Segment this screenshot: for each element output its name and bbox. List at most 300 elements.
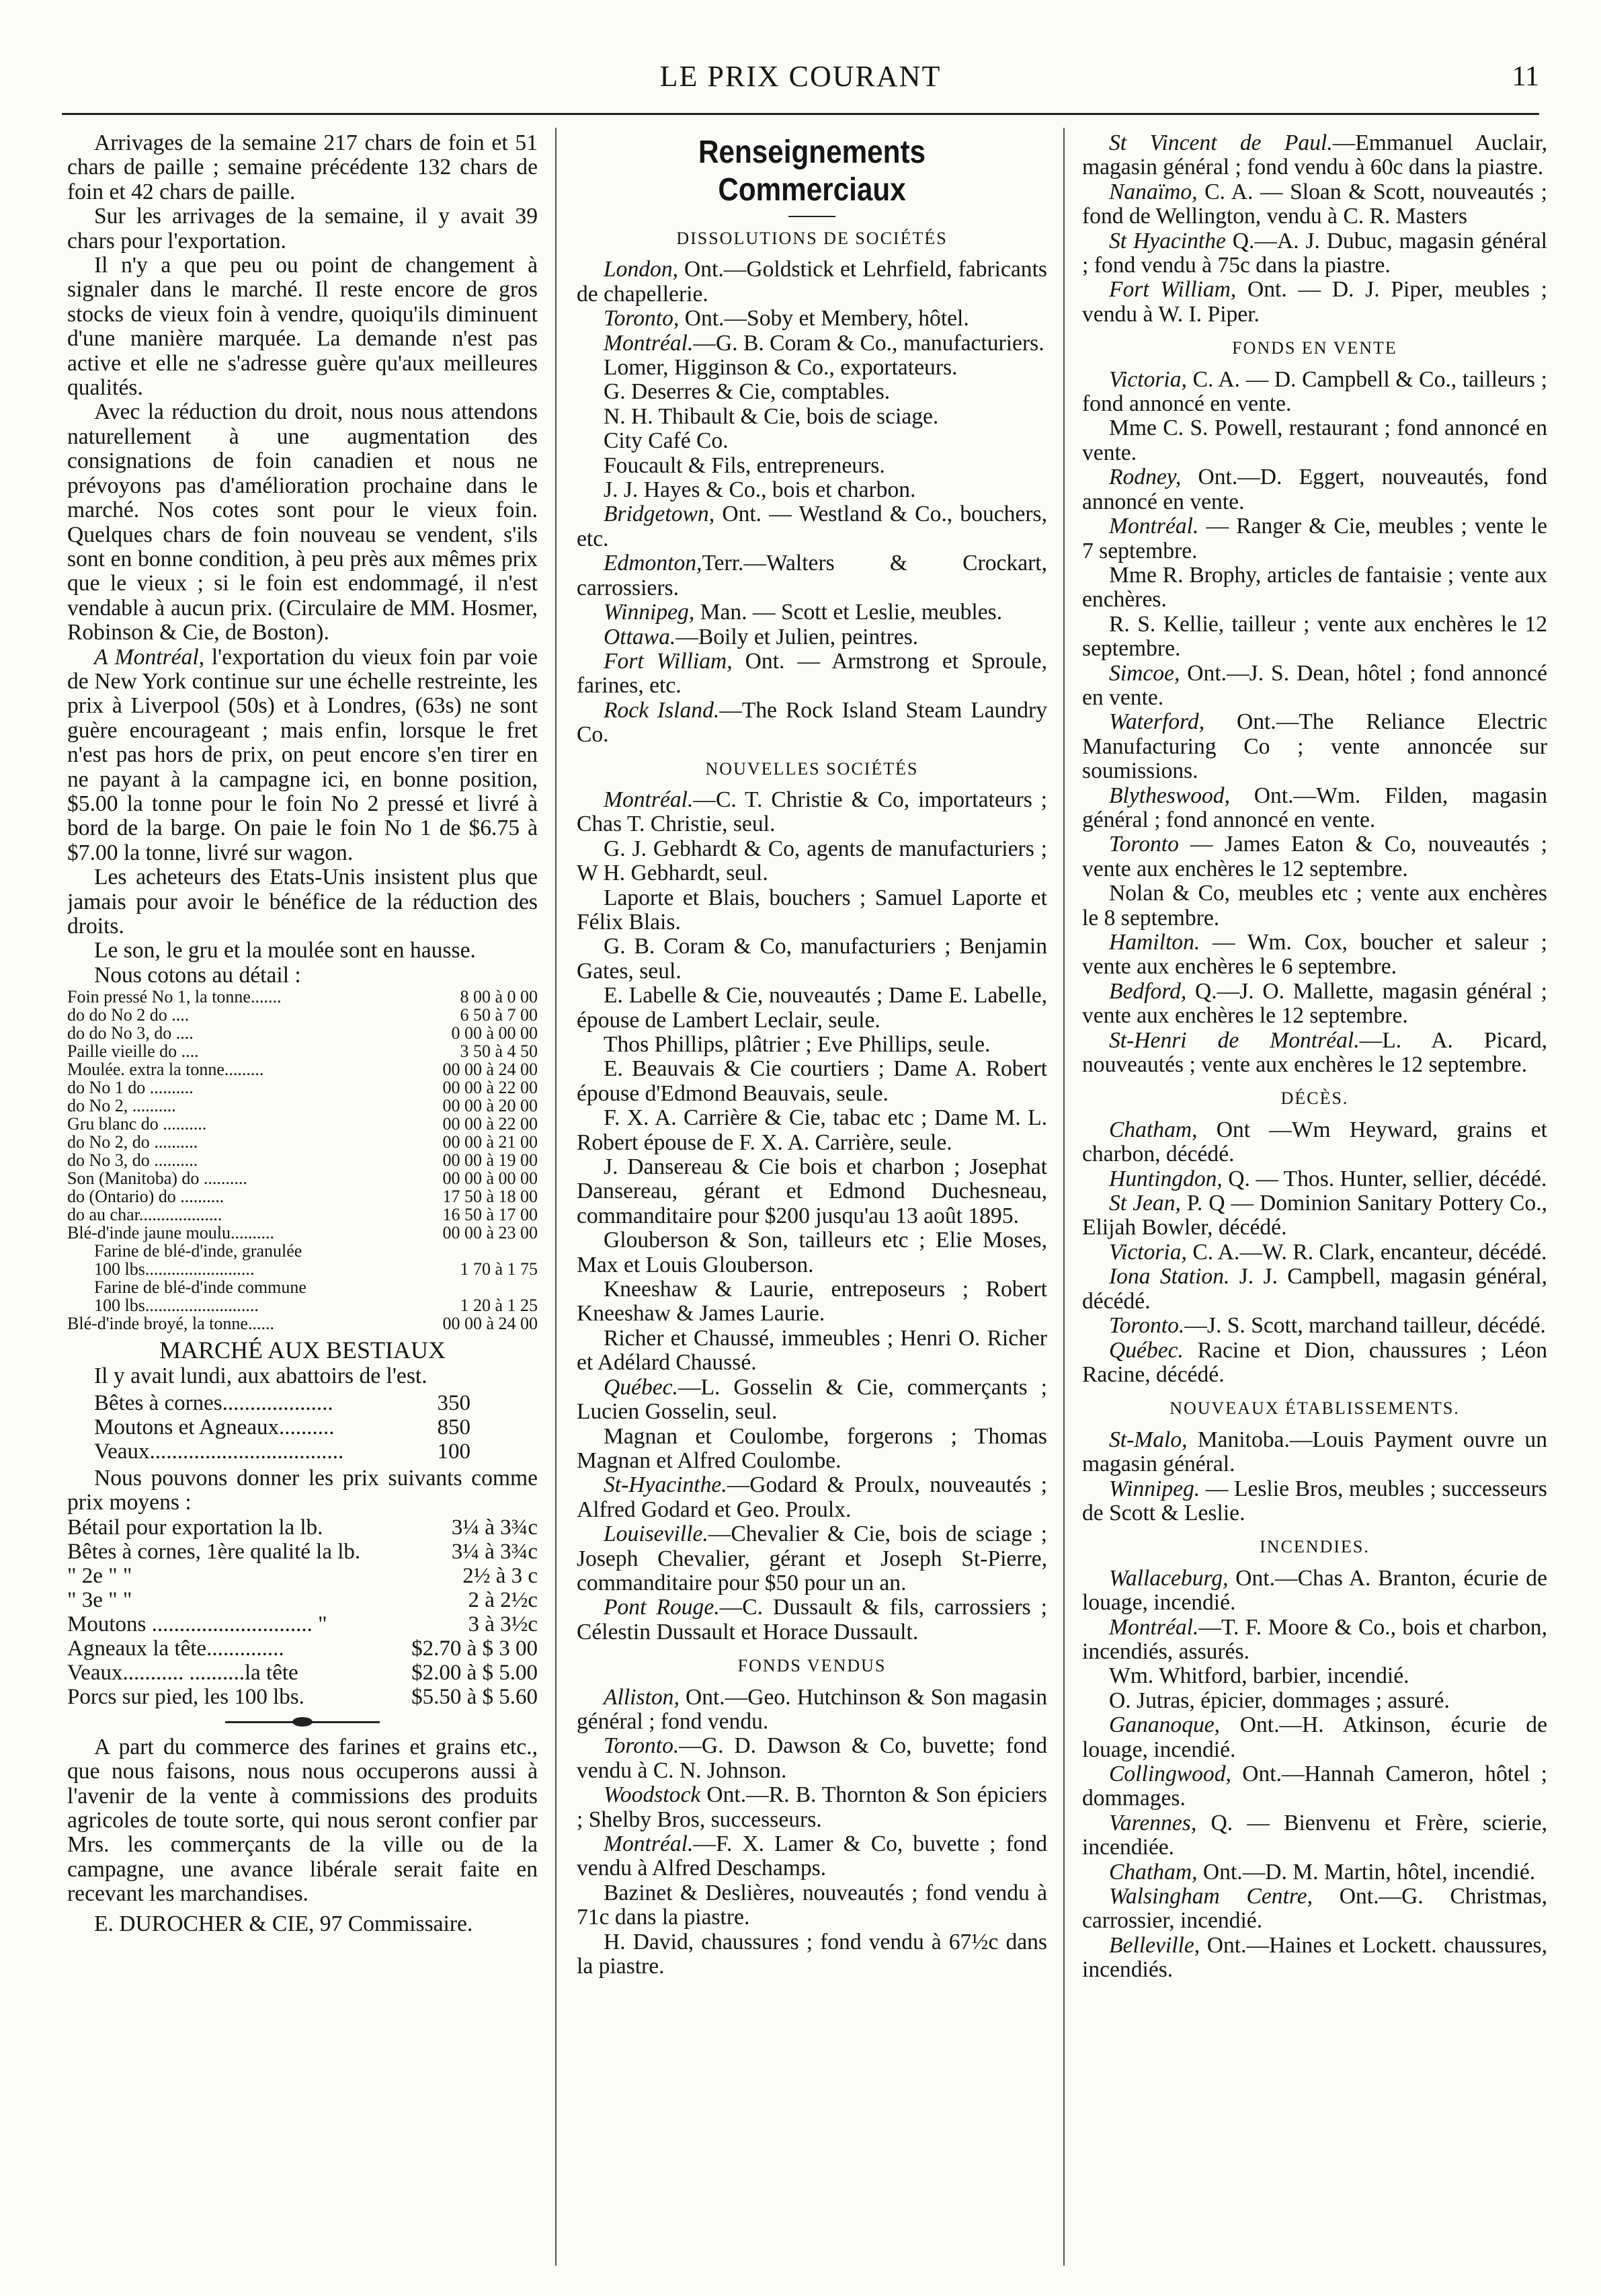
price-value: 00 00 à 24 00 [442, 1314, 538, 1334]
entry-text: Ont.—J. S. Dean, hôtel ; fond annoncé en vente. [1082, 660, 1547, 710]
price-label: 100 lbs.......................... [94, 1296, 259, 1316]
place-name: Bedford, [1109, 978, 1187, 1004]
entry-text: R. S. Kellie, tailleur ; vente aux enchères le 12 septembre. [1082, 611, 1547, 662]
notice-entry [577, 1057, 1047, 1106]
notice-entry [577, 1473, 1047, 1522]
place-name: Louiseville. [604, 1521, 708, 1547]
notice-entry [1082, 1167, 1547, 1191]
place-name: Montréal. [604, 1831, 694, 1856]
notice-entry [577, 356, 1047, 380]
entry-text: Ont. — D. J. Piper, meubles ; vendu à W. I. Piper. [1082, 277, 1547, 327]
price-row [67, 1115, 538, 1133]
row-label: Bétail pour exportation la lb. [67, 1515, 323, 1540]
place-name: St Vincent de Paul. [1109, 131, 1333, 155]
entry-text: J. J. Campbell, magasin général, décédé. [1082, 1264, 1547, 1314]
notice-entry [1082, 1860, 1547, 1885]
row-label: Foin pressé No 1, la tonne....... [67, 987, 282, 1007]
entry-text: J. J. Hayes & Co., bois et charbon. [604, 477, 916, 503]
paragraph: A part du commerce des farines et grains etc., que nous faisons, nous nous occuperons aussi à l'avenir de la vente à commissions des produits agricoles de toute sorte, qui nous seront confier par Mrs. les commerçants de la ville ou de la campagne, une avance libérale serait faite en recevant les marchandises. [67, 1734, 538, 1907]
row-value: 3 à 3½c [468, 1612, 538, 1636]
notice-entry [577, 1686, 1047, 1735]
entry-text: J. Dansereau & Cie bois et charbon ; Josephat Dansereau, gérant et Edmond Duchesneau, commanditaire pour $200 jusqu'au 13 août 1895. [577, 1154, 1047, 1228]
entry-text: Laporte et Blais, bouchers ; Samuel Laporte et Félix Blais. [577, 885, 1047, 935]
place-name: Walsingham Centre, [1109, 1884, 1313, 1909]
place-name: Montréal. [1109, 514, 1199, 539]
place-name: Gananoque, [1109, 1712, 1221, 1738]
entry-text: Q.—A. J. Dubuc, magasin général ; fond vendu à 75c dans la piastre. [1082, 228, 1547, 278]
notice-entry [577, 1106, 1047, 1155]
place-name: Fort William, [1109, 277, 1237, 303]
cattle-row [94, 1391, 470, 1415]
price-label: Farine de blé-d'inde commune [94, 1277, 306, 1298]
entry-text: G. B. Coram & Co, manufacturiers ; Benjamin Gates, seul. [577, 934, 1047, 984]
entry-text: O. Jutras, épicier, dommages ; assuré. [1109, 1688, 1450, 1713]
place-name: Montréal. [604, 787, 694, 812]
price-row [67, 1060, 538, 1078]
place-name: Edmonton, [604, 551, 702, 576]
row-value: 00 00 à 22 00 [442, 1114, 538, 1134]
row-value: 3¼ à 3¾c [451, 1515, 538, 1540]
notice-entry [1082, 1240, 1547, 1265]
entry-text: Ont.—Chas A. Branton, écurie de louage, incendié. [1082, 1565, 1547, 1616]
row-label: do No 2, .......... [67, 1096, 176, 1116]
paragraph: Il y avait lundi, aux abattoirs de l'est. [94, 1363, 427, 1388]
place-name: Montréal. [1109, 1614, 1199, 1640]
section-heading-incendies: INCENDIES. [1260, 1537, 1370, 1557]
notice-entry [1082, 1428, 1547, 1477]
notice-entry [1082, 710, 1547, 783]
row-label: Moutons ............................. " [67, 1612, 327, 1636]
row-label: do No 1 do .......... [67, 1078, 194, 1098]
place-name: Iona Station. [1109, 1264, 1230, 1290]
notice-entry [577, 331, 1047, 356]
notice-entry [577, 837, 1047, 886]
row-value: 00 00 à 21 00 [442, 1132, 538, 1152]
entry-text: Ont.—Haines et Lockett. chaussures, incendiés. [1082, 1932, 1547, 1983]
entry-text: Nolan & Co, meubles etc ; vente aux enchères le 8 septembre. [1082, 881, 1547, 931]
notice-entry [1082, 1885, 1547, 1934]
entry-text: Ont. — Westland & Co., bouchers, etc. [577, 502, 1047, 551]
price-row [67, 1006, 538, 1024]
notice-entry [577, 1376, 1047, 1425]
title-rule [788, 216, 835, 217]
entry-text: G. J. Gebhardt & Co, agents de manufacturiers ; W H. Gebhardt, seul. [577, 836, 1047, 886]
notice-entry [1082, 1191, 1547, 1240]
notice-entry [1082, 881, 1547, 931]
cattle-row [94, 1415, 470, 1439]
notice-entry [577, 886, 1047, 935]
place-name: Victoria, [1109, 366, 1187, 392]
paragraph: Avec la réduction du droit, nous nous attendons naturellement à une augmentation des consignations de foin canadien et nous ne prévoyons pas d'amélioration prochaine dans le marché. Nos cotes sont pour le vieux foin. Quelques chars de foin nouveau se vendent, s'ils sont en bonne condition, à peu près aux mêmes prix que le vieux ; si le foin est endommagé, il n'est vendable à aucun prix. (Circulaire de MM. Hosmer, Robinson & Cie, de Boston). [67, 399, 538, 645]
notice-entry [577, 1327, 1047, 1376]
notice-entry [1082, 1265, 1547, 1314]
average-price-row [67, 1564, 538, 1588]
entry-text: Man. — Scott et Leslie, meubles. [694, 600, 1003, 625]
notice-entry [1082, 612, 1547, 662]
entry-text: — James Eaton & Co, nouveautés ; vente aux enchères le 12 septembre. [1082, 832, 1547, 881]
entry-text: Ont.—Geo. Hutchinson & Son magasin général ; fond vendu. [577, 1684, 1047, 1734]
notice-entry [577, 1033, 1047, 1057]
price-label: Farine de blé-d'inde, granulée [94, 1241, 302, 1261]
notice-entry [1082, 229, 1547, 278]
price-row-farine-commune [67, 1278, 538, 1314]
notice-entry [577, 935, 1047, 984]
entry-text: Lomer, Higginson & Co., exportateurs. [604, 355, 958, 381]
header-rule [62, 113, 1539, 115]
notice-entry [577, 1832, 1047, 1881]
notice-entry [1082, 1713, 1547, 1762]
notice-entry [1082, 514, 1547, 563]
entry-text: Q. — Thos. Hunter, sellier, décédé. [1222, 1166, 1547, 1191]
entry-text: Ont —Wm Heyward, grains et charbon, décédé. [1082, 1117, 1547, 1167]
price-value: 1 70 à 1 75 [460, 1259, 538, 1279]
entry-text: Q. — Bienvenu et Frère, scierie, incendiée. [1082, 1810, 1547, 1860]
notice-entry [1082, 1664, 1547, 1688]
row-label: Veaux........... ..........la tête [67, 1660, 298, 1685]
cattle-row [94, 1439, 470, 1464]
column-renseignements [577, 131, 1047, 2269]
place-name: Collingwood, [1109, 1761, 1231, 1786]
notice-entry [1082, 1339, 1547, 1388]
place-name: St-Hyacinthe. [604, 1472, 727, 1498]
place-name: Fort William, [604, 648, 733, 674]
notice-entry [1082, 465, 1547, 514]
section-heading-nouvelles: NOUVELLES SOCIÉTÉS [705, 758, 919, 779]
row-value: 17 50 à 18 00 [442, 1187, 538, 1207]
entry-text: F. X. A. Carrière & Cie, tabac etc ; Dame M. L. Robert épouse de F. X. A. Carrière, seule. [577, 1105, 1047, 1155]
paragraph: Nous pouvons donner les prix suivants comme prix moyens : [67, 1466, 538, 1515]
entry-text: —Boily et Julien, peintres. [675, 624, 919, 649]
place-name: Chatham, [1109, 1117, 1198, 1142]
entry-text: — Ranger & Cie, meubles ; vente le 7 septembre. [1082, 514, 1547, 563]
entry-text: — Leslie Bros, meubles ; successeurs de Scott & Leslie. [1082, 1476, 1547, 1526]
notice-entry [577, 1881, 1047, 1930]
entry-text: Wm. Whitford, barbier, incendié. [1109, 1663, 1409, 1689]
price-row-farine-granulee [67, 1242, 538, 1278]
fonds-vendus-continued-list [1082, 131, 1547, 327]
column-renseignements-suite [1082, 131, 1547, 2269]
price-value: 1 20 à 1 25 [460, 1296, 538, 1316]
notice-entry [1082, 368, 1547, 417]
page-number: 11 [1512, 61, 1539, 92]
notice-entry [1082, 1616, 1547, 1665]
column-divider [555, 128, 557, 2266]
row-value: 00 00 à 19 00 [442, 1150, 538, 1171]
place-name: Rodney, [1109, 465, 1182, 490]
entry-text: C. A. — Sloan & Scott, nouveautés ; fond de Wellington, vendu à C. R. Masters [1082, 179, 1547, 229]
entry-text: Mme R. Brophy, articles de fantaisie ; vente aux enchères. [1082, 562, 1547, 612]
row-label: Gru blanc do .......... [67, 1114, 207, 1134]
row-value: 3¼ à 3¾c [451, 1539, 538, 1564]
price-row-ble-inde-broye [67, 1314, 538, 1333]
price-row [67, 1224, 538, 1242]
paragraph: Les acheteurs des Etats-Unis insistent plus que jamais pour avoir le bénéfice de la réduction des droits. [67, 865, 538, 939]
entry-text: Manitoba.—Louis Payment ouvre un magasin général. [1082, 1427, 1547, 1477]
entry-text: Ont.—Wm. Filden, magasin général ; fond annoncé en vente. [1082, 783, 1547, 832]
place-name: Toronto [1109, 832, 1179, 857]
entry-text: Ont.—Hannah Cameron, hôtel ; dommages. [1082, 1761, 1547, 1811]
place-name: St-Malo, [1109, 1427, 1188, 1452]
entry-text: — Wm. Cox, boucher et saleur ; vente aux enchères le 6 septembre. [1082, 930, 1547, 980]
fonds-vendus-list [577, 1686, 1047, 1979]
section-heading-deces: DÉCÈS. [1280, 1088, 1349, 1109]
entry-text: Ont.—D. Eggert, nouveautés, fond annoncé en vente. [1082, 465, 1547, 514]
place-name: Blytheswood, [1109, 783, 1230, 808]
row-label: Porcs sur pied, les 100 lbs. [67, 1684, 304, 1709]
prices-heading: Nous cotons au détail : [94, 962, 301, 988]
place-name: A Montréal, [94, 644, 205, 670]
average-price-row [67, 1612, 538, 1636]
average-price-row [67, 1636, 538, 1661]
paragraph-text: l'exportation du vieux foin par voie de New York continue sur une échelle restreinte, les prix à Liverpool (50s) et à Londres, (63s) ne sont guère encourageant ; mais enfin, lorsque le fret n'est pas hors de prix, on peut encore s'en tirer en ne payant à la campagne ici, en bonne position, $5.00 la tonne pour le foin No 2 pressé et livré à bord de la barge. On paie le foin No 1 de $6.75 à $7.00 la tonne, livré sur wagon. [67, 644, 538, 865]
entry-text: —Emmanuel Auclair, magasin général ; fond vendu à 60c dans la piastre. [1082, 131, 1547, 180]
row-value: 6 50 à 7 00 [460, 1005, 538, 1025]
row-value: 00 00 à 20 00 [442, 1096, 538, 1116]
entry-text: Ont.—The Reliance Electric Manufacturing Co ; vente annoncée sur soumissions. [1082, 709, 1547, 784]
place-name: Montréal. [604, 330, 694, 356]
place-name: Victoria, [1109, 1239, 1187, 1265]
notice-entry [1082, 1811, 1547, 1860]
notice-entry [1082, 931, 1547, 980]
row-value: 00 00 à 23 00 [442, 1223, 538, 1243]
notice-entry [1082, 1477, 1547, 1526]
average-price-row [67, 1588, 538, 1612]
notice-entry [1082, 1118, 1547, 1167]
entry-text: —T. F. Moore & Co., bois et charbon, incendiés, assurés. [1082, 1614, 1547, 1664]
notice-entry [1082, 180, 1547, 229]
notice-entry [1082, 416, 1547, 465]
nouvelles-list [577, 788, 1047, 1645]
row-label: do No 2, do .......... [67, 1132, 198, 1152]
entry-text: Ont.—G. Christmas, carrossier, incendié. [1082, 1884, 1547, 1934]
notice-entry [577, 1783, 1047, 1832]
ornament-divider [225, 1721, 380, 1723]
place-name: Belleville, [1109, 1932, 1200, 1958]
fonds-en-vente-list [1082, 368, 1547, 1078]
price-row [67, 1187, 538, 1205]
paragraph: Il n'y a que peu ou point de changement à signaler dans le marché. Il reste encore de gros stocks de vieux foin à vendre, quoiqu'ils diminuent d'une manière marquée. La demande n'est pas active et elle ne s'adresse guère qu'aux meilleures qualités. [67, 253, 538, 401]
place-name: Bridgetown, [604, 502, 715, 527]
row-value: 00 00 à 00 00 [442, 1169, 538, 1189]
dissolutions-list [577, 258, 1047, 747]
entry-text: H. David, chaussures ; fond vendu à 67½c dans la piastre. [577, 1929, 1047, 1979]
place-name: Ottawa. [604, 624, 676, 649]
row-value: 00 00 à 24 00 [442, 1060, 538, 1080]
place-name: Chatham, [1109, 1859, 1198, 1885]
row-label: Moulée. extra la tonne......... [67, 1060, 264, 1080]
entry-text: —The Rock Island Steam Laundry Co. [577, 697, 1047, 748]
place-name: Toronto. [604, 1733, 680, 1759]
place-name: Wallaceburg, [1109, 1565, 1229, 1591]
price-row [67, 1133, 538, 1151]
notice-entry [1082, 1934, 1547, 1983]
notice-entry [577, 307, 1047, 331]
place-name: St Hyacinthe [1109, 228, 1226, 253]
price-row [67, 1097, 538, 1115]
notice-entry [1082, 131, 1547, 180]
entry-text: Kneeshaw & Laurie, entreposeurs ; Robert Kneeshaw & James Laurie. [577, 1277, 1047, 1327]
place-name: St-Henri de Montréal. [1109, 1027, 1360, 1053]
cattle-arrivals-table [94, 1391, 470, 1464]
entry-text: —G. D. Dawson & Co, buvette; fond vendu à C. N. Johnson. [577, 1733, 1047, 1783]
entry-text: Ont.—Soby et Membery, hôtel. [679, 306, 969, 331]
row-value: 850 [437, 1415, 470, 1440]
notice-entry [577, 454, 1047, 478]
notice-entry [1082, 1762, 1547, 1811]
entry-text: E. Beauvais & Cie courtiers ; Dame A. Robert épouse d'Edmond Beauvais, seule. [577, 1056, 1047, 1106]
price-label: Blé-d'inde broyé, la tonne...... [67, 1314, 274, 1334]
notice-entry [577, 478, 1047, 502]
notice-entry [1082, 832, 1547, 881]
row-label: Son (Manitoba) do .......... [67, 1169, 247, 1189]
row-label: " 3e " " [67, 1587, 132, 1612]
entry-text: Ont. — Armstrong et Sproule, farines, etc. [577, 648, 1047, 699]
entry-text: —L. Gosselin & Cie, commerçants ; Lucien Gosselin, seul. [577, 1374, 1047, 1425]
section-heading-fonds-vendus: FONDS VENDUS [737, 1656, 887, 1676]
price-row [67, 1151, 538, 1169]
incendies-list [1082, 1567, 1547, 1983]
entry-text: Richer et Chaussé, immeubles ; Henri O. Richer et Adélard Chaussé. [577, 1325, 1047, 1376]
notice-entry [1082, 1567, 1547, 1616]
price-row [67, 1042, 538, 1060]
row-value: $2.00 à $ 5.00 [411, 1660, 538, 1685]
entry-text: —C. Dussault & fils, carrossiers ; Célestin Dussault et Horace Dussault. [577, 1595, 1047, 1645]
notice-entry [1082, 1029, 1547, 1078]
entry-text: Ont.—D. M. Martin, hôtel, incendié. [1197, 1859, 1536, 1885]
entry-text: Q.—J. O. Mallette, magasin général ; vente aux enchères le 12 septembre. [1082, 978, 1547, 1029]
entry-text: Glouberson & Son, tailleurs etc ; Elie Moses, Max et Louis Glouberson. [577, 1228, 1047, 1277]
entry-text: —Chevalier & Cie, bois de sciage ; Joseph Chevalier, gérant et Joseph St-Pierre, commanditaire pour $50 pour un an. [577, 1521, 1047, 1595]
notice-entry [577, 984, 1047, 1033]
section-heading-fonds-en-vente: FONDS EN VENTE [1232, 338, 1397, 358]
entry-text: Thos Phillips, plâtrier ; Eve Phillips, seule. [604, 1032, 991, 1057]
row-label: do au char................... [67, 1205, 222, 1225]
price-label: 100 lbs......................... [94, 1259, 255, 1279]
price-row [67, 1169, 538, 1187]
notice-entry [577, 1930, 1047, 1979]
notice-entry [1082, 563, 1547, 612]
notice-entry [577, 1155, 1047, 1228]
notice-entry [1082, 278, 1547, 327]
notice-entry [1082, 662, 1547, 711]
place-name: Varennes, [1109, 1810, 1197, 1835]
row-value: 100 [437, 1439, 470, 1464]
notice-entry [577, 788, 1047, 837]
row-label: do (Ontario) do .......... [67, 1187, 224, 1207]
entry-text: Foucault & Fils, entrepreneurs. [604, 452, 885, 478]
row-label: do do No 3, do .... [67, 1023, 194, 1043]
notice-entry [577, 1522, 1047, 1595]
notice-entry [577, 551, 1047, 600]
row-value: 3 50 à 4 50 [460, 1041, 538, 1062]
notice-entry [577, 1228, 1047, 1277]
entry-text: C. A. — D. Campbell & Co., tailleurs ; fond annoncé en vente. [1082, 366, 1547, 417]
row-value: 16 50 à 17 00 [442, 1205, 538, 1225]
price-row [67, 1078, 538, 1097]
row-label: do do No 2 do .... [67, 1005, 190, 1025]
notice-entry [577, 1425, 1047, 1474]
column-market-report [67, 131, 538, 2269]
entry-text: —J. S. Scott, marchand tailleur, décédé. [1184, 1313, 1546, 1339]
nouveaux-list [1082, 1428, 1547, 1526]
notice-entry [577, 429, 1047, 453]
deces-list [1082, 1118, 1547, 1387]
row-value: 2½ à 3 c [462, 1563, 538, 1588]
section-heading-marche-bestiaux: MARCHÉ AUX BESTIAUX [159, 1337, 446, 1364]
paragraph: Arrivages de la semaine 217 chars de foin et 51 chars de paille ; semaine précédente 132 chars de foin et 42 chars de paille. [67, 131, 538, 204]
row-label: Agneaux la tête.............. [67, 1636, 284, 1661]
place-name: Winnipeg, [604, 600, 695, 625]
entry-text: Racine et Dion, chaussures ; Léon Racine, décédé. [1082, 1337, 1547, 1387]
row-value: 0 00 à 00 00 [451, 1023, 538, 1043]
row-label: do No 3, do .......... [67, 1150, 198, 1171]
notice-entry [1082, 784, 1547, 833]
average-prices-table [67, 1515, 538, 1709]
entry-text: —G. B. Coram & Co., manufacturiers. [693, 330, 1044, 356]
notice-entry [577, 600, 1047, 625]
entry-text: Ont.—H. Atkinson, écurie de louage, incendié. [1082, 1712, 1547, 1762]
notice-entry [1082, 980, 1547, 1029]
notice-entry [577, 625, 1047, 649]
paragraph: Sur les arrivages de la semaine, il y avait 39 chars pour l'exportation. [67, 204, 538, 253]
place-name: Woodstock [604, 1782, 701, 1808]
notice-entry [577, 1595, 1047, 1645]
place-name: Toronto, [604, 306, 680, 331]
paragraph-montreal-export [67, 645, 538, 866]
retail-price-table [67, 988, 538, 1242]
average-price-row [67, 1515, 538, 1540]
place-name: Simcoe, [1109, 660, 1180, 686]
place-name: Toronto. [1109, 1313, 1185, 1339]
entry-text: P. Q — Dominion Sanitary Pottery Co., Elijah Bowler, décédé. [1082, 1191, 1547, 1240]
place-name: Huntingdon, [1109, 1166, 1223, 1191]
entry-text: —Godard & Proulx, nouveautés ; Alfred Godard et Geo. Proulx. [577, 1472, 1047, 1522]
entry-text: G. Deserres & Cie, comptables. [604, 379, 891, 405]
row-label: Bêtes à cornes.................... [94, 1391, 333, 1416]
row-label: Bêtes à cornes, 1ère qualité la lb. [67, 1539, 361, 1564]
entry-text: Magnan et Coulombe, forgerons ; Thomas Magnan et Alfred Coulombe. [577, 1423, 1047, 1473]
row-label: Blé-d'inde jaune moulu.......... [67, 1223, 274, 1243]
place-name: Hamilton. [1109, 930, 1200, 955]
row-value: $2.70 à $ 3 00 [411, 1636, 538, 1661]
place-name: Pont Rouge. [604, 1595, 720, 1620]
entry-text: —C. T. Christie & Co, importateurs ; Chas T. Christie, seul. [577, 787, 1047, 837]
column-divider [1063, 128, 1065, 2266]
notice-entry [577, 699, 1047, 748]
place-name: Québec. [604, 1374, 678, 1400]
price-row [67, 988, 538, 1006]
entry-text: Ont.—R. B. Thornton & Son épiciers ; Shelby Bros, successeurs. [577, 1782, 1047, 1832]
row-value: 8 00 à 0 00 [460, 987, 538, 1007]
notice-entry [577, 405, 1047, 429]
section-title: Renseignements Commerciaux [698, 134, 926, 208]
notice-entry [577, 380, 1047, 404]
entry-text: —F. X. Lamer & Co, buvette ; fond vendu à Alfred Deschamps. [577, 1831, 1047, 1881]
signature: E. DUROCHER & CIE, 97 Commissaire. [94, 1911, 473, 1936]
row-label: " 2e " " [67, 1563, 132, 1588]
average-price-row [67, 1661, 538, 1685]
place-name: Waterford, [1109, 709, 1205, 735]
entry-text: C. A.—W. R. Clark, encanteur, décédé. [1186, 1239, 1547, 1265]
place-name: Alliston, [604, 1684, 680, 1710]
row-value: 00 00 à 22 00 [442, 1078, 538, 1098]
row-label: Moutons et Agneaux.......... [94, 1415, 335, 1440]
notice-entry [577, 502, 1047, 551]
row-label: Veaux................................... [94, 1439, 344, 1464]
notice-entry [1082, 1689, 1547, 1713]
entry-text: City Café Co. [604, 428, 729, 454]
paragraph: Le son, le gru et la moulée sont en hausse. [94, 938, 476, 963]
